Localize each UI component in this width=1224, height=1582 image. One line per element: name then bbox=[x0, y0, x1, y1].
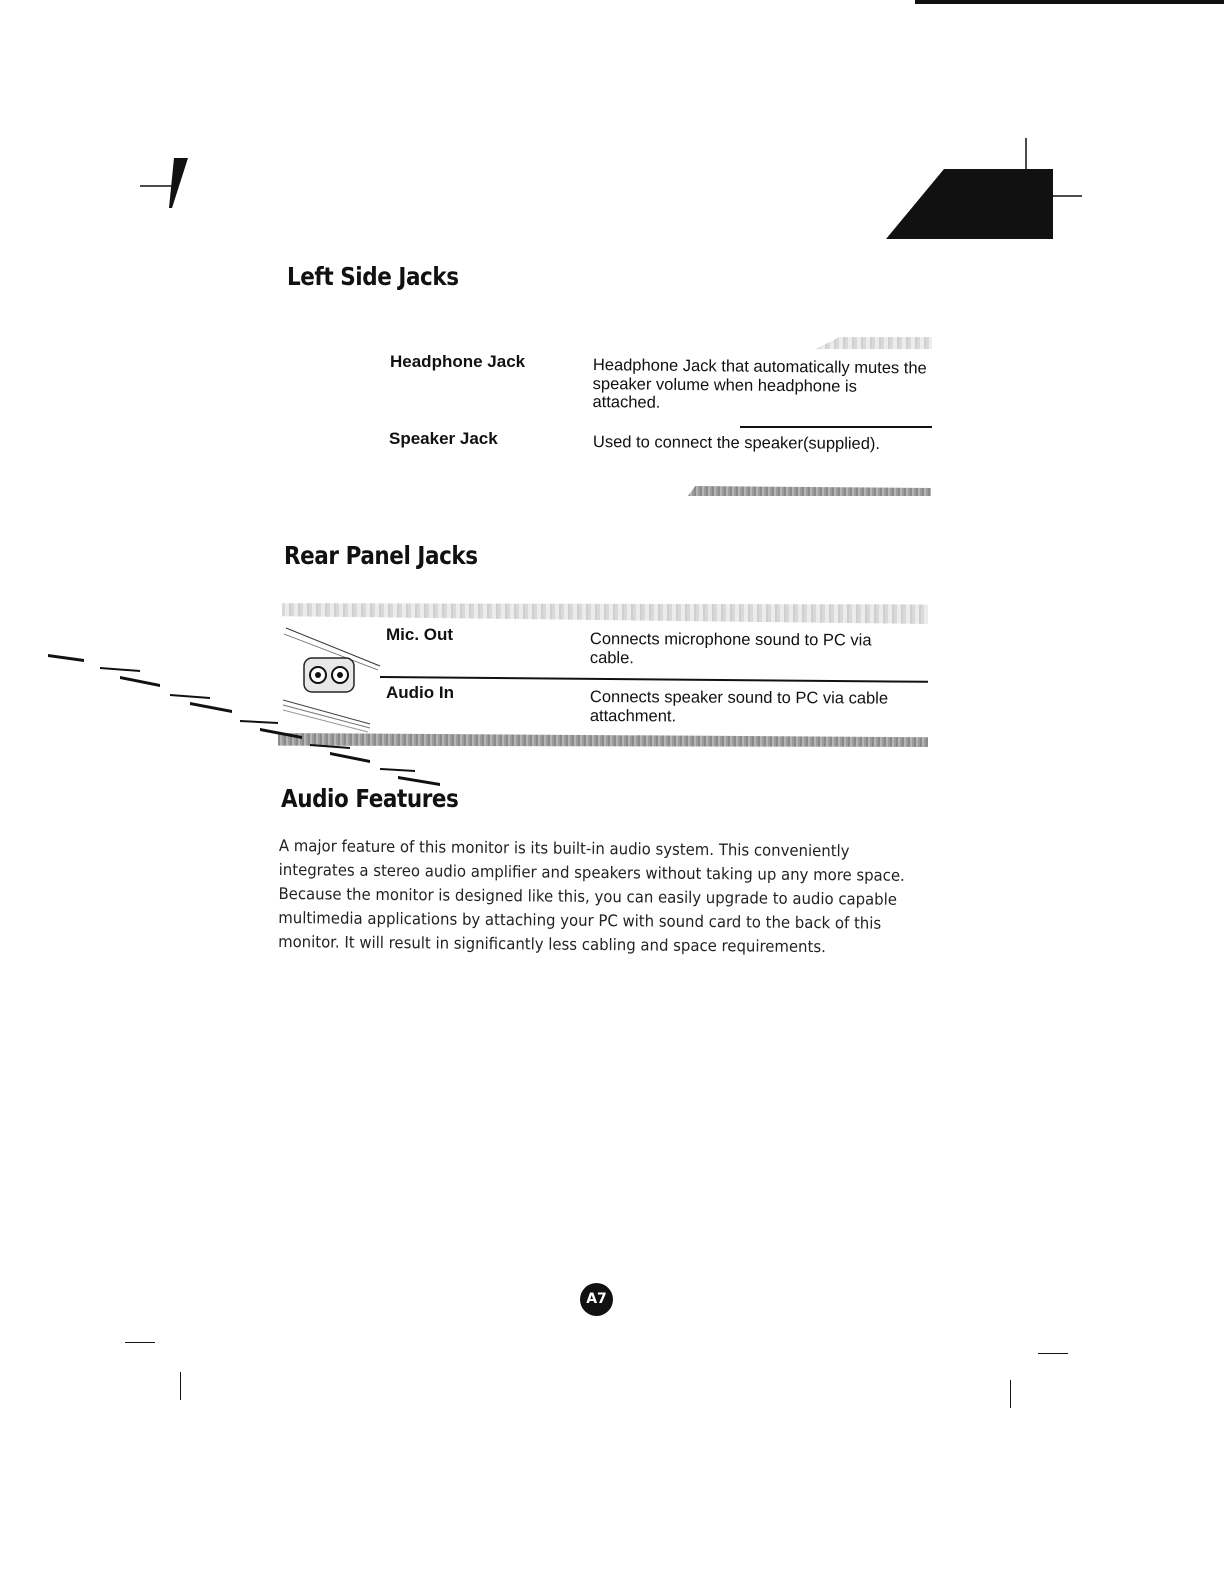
left-side-jacks-heading: Left Side Jacks bbox=[287, 262, 459, 291]
desc-headphone-jack: Headphone Jack that automatically mutes the speaker volume when headphone is attached. bbox=[592, 356, 927, 412]
divider-rule-2 bbox=[380, 676, 928, 683]
crop-mark-top-left bbox=[138, 152, 198, 212]
crop-mark-bottom-right-v bbox=[1010, 1380, 1011, 1408]
decorative-band-top bbox=[800, 337, 932, 349]
desc-speaker-jack: Used to connect the speaker(supplied). bbox=[592, 433, 881, 454]
scan-streak-marks bbox=[20, 640, 450, 790]
thumb-tab-marker bbox=[880, 136, 1090, 246]
crop-mark-bottom-left-h bbox=[125, 1342, 155, 1343]
term-mic-out: Mic. Out bbox=[386, 625, 454, 644]
divider-rule-1 bbox=[740, 426, 932, 428]
desc-mic-out: Connects microphone sound to PC via cable. bbox=[589, 630, 872, 667]
scan-top-line bbox=[915, 0, 1224, 4]
audio-features-body: A major feature of this monitor is its built-in audio system. This conveniently integrates a stereo audio amplifier and speakers without taking up any more space. Because the monitor is designed like this, you can easily upgrade to audio capable multimedia applications by attaching your PC with sound card to the back of this monitor. It will result in significantly less cabling and space requirements. bbox=[278, 835, 905, 957]
term-speaker-jack: Speaker Jack bbox=[389, 429, 498, 448]
term-audio-in: Audio In bbox=[386, 683, 454, 702]
decorative-band-1 bbox=[688, 486, 931, 496]
term-headphone-jack: Headphone Jack bbox=[390, 352, 526, 371]
page-number-badge: A7 bbox=[580, 1283, 613, 1316]
crop-mark-bottom-right-h bbox=[1038, 1353, 1068, 1354]
audio-features-heading: Audio Features bbox=[281, 784, 459, 813]
desc-audio-in: Connects speaker sound to PC via cable attachment. bbox=[589, 688, 889, 725]
crop-mark-bottom-left-v bbox=[180, 1372, 181, 1400]
rear-panel-jacks-heading: Rear Panel Jacks bbox=[284, 541, 478, 570]
